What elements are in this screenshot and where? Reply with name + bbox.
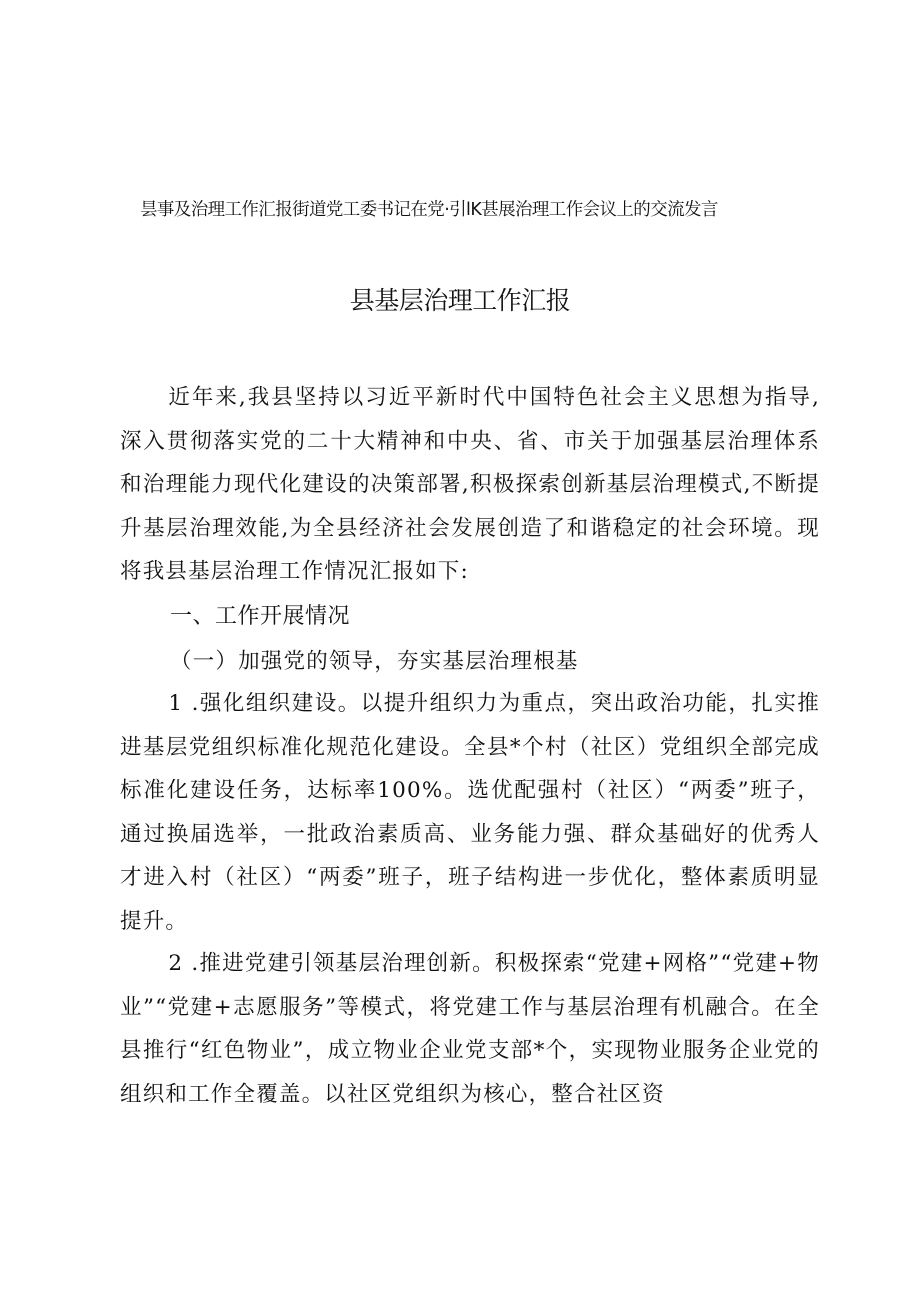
item-1-paragraph: 1 .强化组织建设。以提升组织力为重点，突出政治功能，扎实推进基层党组织标准化规范化建设。全县*个村（社区）党组织全部完成标准化建设任务，达标率100%。选优配强村（社区）“两委”班子，通过换届选举，一批政治素质高、业务能力强、群众基础好的优秀人才进入村（社区）“两委”班子，班子结构进一步优化，整体素质明显提升。	[120, 691, 820, 934]
section-heading-1: 一、工作开展情况	[170, 604, 351, 629]
subsection-heading-1: （一）加强党的领导，夯实基层治理根基	[170, 649, 579, 674]
item-2-paragraph: 2 .推进党建引领基层治理创新。积极探索“党建+网格”“党建+物业”“党建+志愿服务”等模式，将党建工作与基层治理有机融合。在全县推行“红色物业”，成立物业企业党支部*个，实现物业服务企业党的组织和工作全覆盖。以社区党组织为核心，整合社区资	[120, 951, 820, 1107]
document-title: 县基层治理工作汇报	[349, 286, 571, 315]
document-header-line: 昙事及治理工作汇报街道党工委书记在党·引lK甚展治理工作会议上的交流发言	[140, 200, 718, 220]
intro-paragraph: 近年来,我县坚持以习近平新时代中国特色社会主义思想为指导,深入贯彻落实党的二十大精神和中央、省、市关于加强基层治理体系和治理能力现代化建设的决策部署,积极探索创新基层治理模式,不断提升基层治理效能,为全县经济社会发展创造了和谐稳定的社会环境。现将我县基层治理工作情况汇报如下:	[120, 385, 820, 585]
